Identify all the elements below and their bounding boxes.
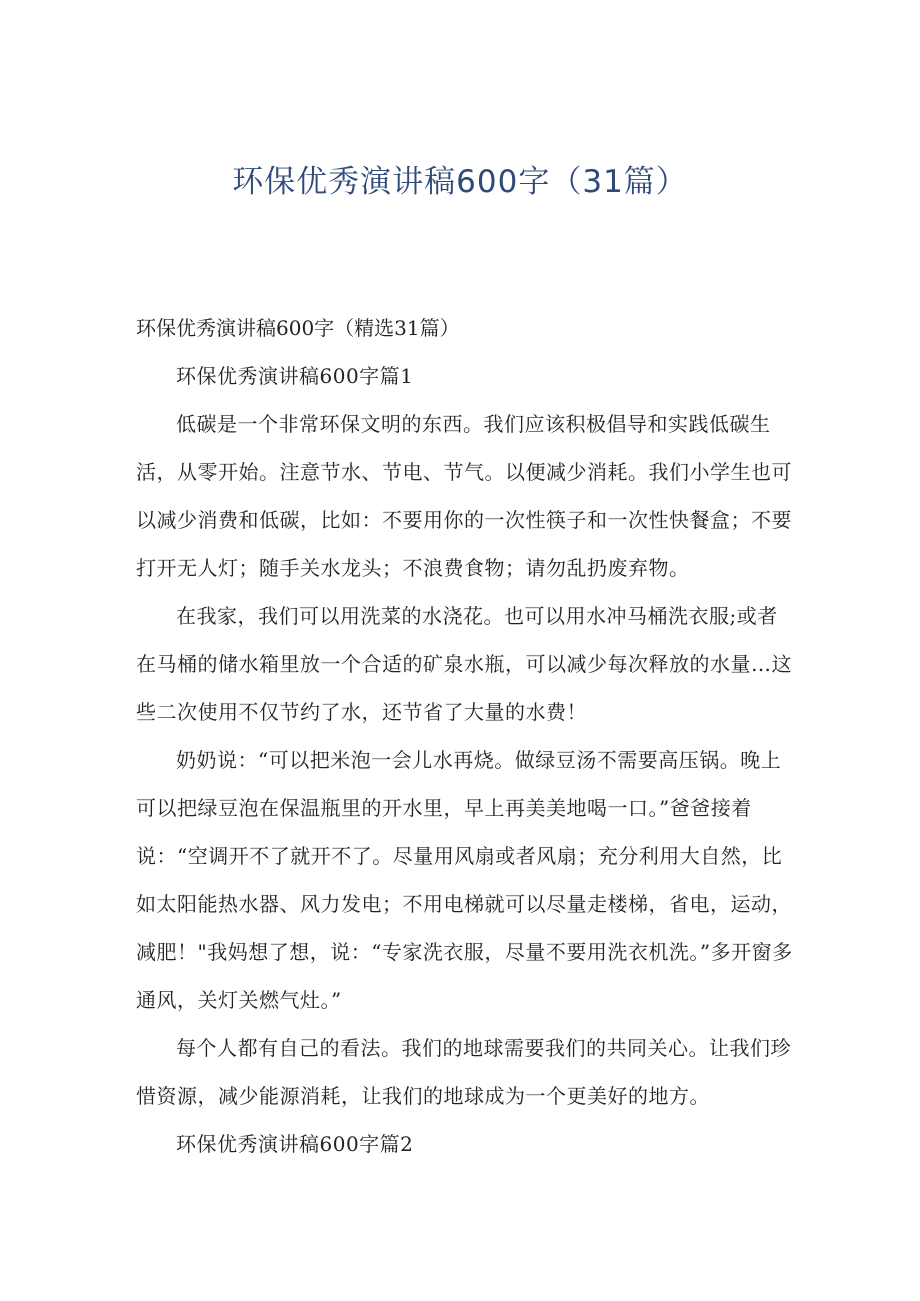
paragraph-2: 在我家，我们可以用洗菜的水浇花。也可以用水冲马桶洗衣服;或者在马桶的储水箱里放一个合适的矿泉水瓶，可以减少每次释放的水量…这些二次使用不仅节约了水，还节省了大量的水费！ <box>136 604 792 724</box>
document-subtitle: 环保优秀演讲稿600字（精选31篇） <box>136 316 460 340</box>
section-heading-2: 环保优秀演讲稿600字篇2 <box>176 1132 414 1156</box>
document-body <box>136 352 796 1168</box>
paragraph-3: 奶奶说：“可以把米泡一会儿水再烧。做绿豆汤不需要高压锅。晚上可以把绿豆泡在保温瓶里的开水里，早上再美美地喝一口。”爸爸接着说：“空调开不了就开不了。尽量用风扇或者风扇；充分利用大自然，比如太阳能热水器、风力发电；不用电梯就可以尽量走楼梯，省电，运动，减肥！"我妈想了想，说：“专家洗衣服，尽量不要用洗衣机洗。”多开窗多通风，关灯关燃气灶。” <box>136 748 793 1012</box>
document-title: 环保优秀演讲稿600字（31篇） <box>232 164 688 200</box>
section-heading-1: 环保优秀演讲稿600字篇1 <box>176 364 414 388</box>
paragraph-4: 每个人都有自己的看法。我们的地球需要我们的共同关心。让我们珍惜资源，减少能源消耗，让我们的地球成为一个更美好的地方。 <box>136 1036 791 1108</box>
paragraph-1: 低碳是一个非常环保文明的东西。我们应该积极倡导和实践低碳生活，从零开始。注意节水、节电、节气。以便减少消耗。我们小学生也可以减少消费和低碳，比如：不要用你的一次性筷子和一次性快餐盒；不要打开无人灯；随手关水龙头；不浪费食物；请勿乱扔废弃物。 <box>136 412 792 580</box>
